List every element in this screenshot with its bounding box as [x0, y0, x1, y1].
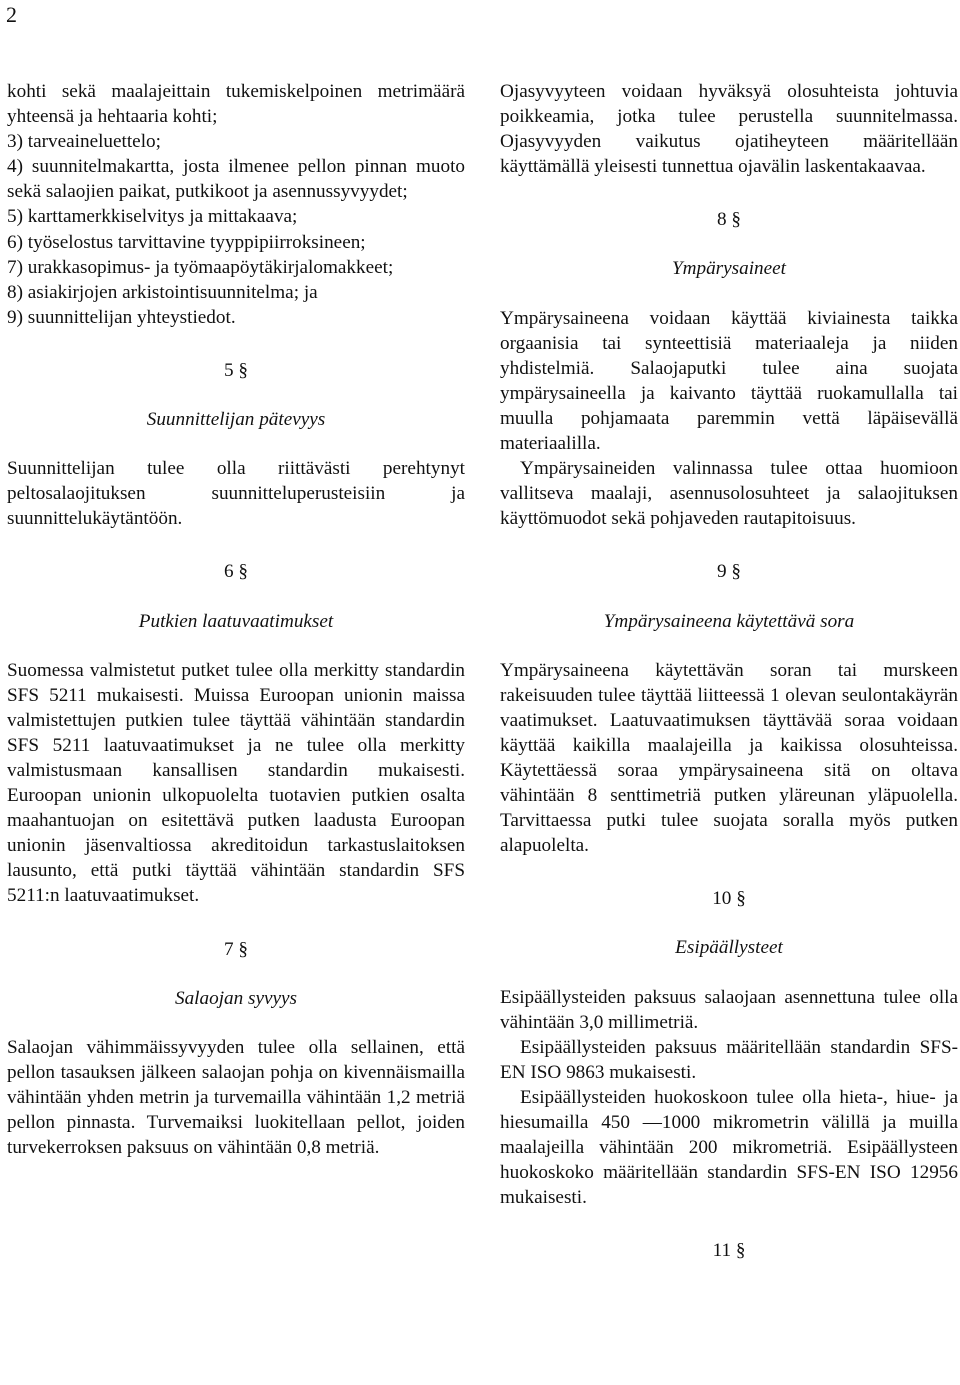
section-9-title: Ympärysaineena käytettävä sora — [603, 610, 855, 632]
section-10-paragraph-3: Esipäällysteiden huokoskoon tulee olla hieta-, hiue- ja hiesumailla 450 —1000 mikrometrin välillä ja muilla maalajeilla vähintään 200 mikrometriä. Esipäällysteen huokoskoko määritellään standardin SFS-EN ISO 12956 mukaisesti. — [500, 1086, 958, 1209]
section-7-number: 7 § — [224, 938, 248, 960]
section-6-text: Suomessa valmistetut putket tulee olla merkitty standardin SFS 5211 mukaisesti. Muissa Euroopan unionin maissa valmistettujen putkien tulee täyttää vähintään standardin SFS 5211 laatuvaatimukset ja ne tulee olla merkitty valmistusmaan kansallisen standardin mukaisesti. Euroopan unionin ulkopuolelta tuotavien putkien osalta maahantuojan on esitettävä putken laadusta Euroopan unionin jäsenvaltiossa akreditoidun tarkastuslaitoksen lausunto, että putki täyttää vähintään standardin SFS 5211:n laatuvaatimukset. — [7, 659, 465, 907]
section-7-title: Salaojan syvyys — [174, 987, 298, 1009]
list-item: 7) urakkasopimus- ja työmaapöytäkirjalomakkeet; — [7, 256, 394, 278]
section-8-title: Ympärysaineet — [671, 258, 787, 280]
list-item: 4) suunnitelmakartta, josta ilmenee pellon pinnan muoto sekä salaojien paikat, putkikoot ja asennussyvyydet; — [7, 156, 465, 203]
section-10-number: 10 § — [712, 888, 746, 910]
section-6-number: 6 § — [224, 561, 248, 583]
section-8-paragraph-1: Ympärysaineena voidaan käyttää kiviainesta taikka orgaanisia tai synteettisiä materiaaleja ja niiden yhdistelmiä. Salaojaputki tulee aina suojata ympärysaineella ja kaivanto täyttää ruokamullalla tai muulla pohjamaata paremmin vettä läpäisevällä materiaalilla. — [500, 307, 958, 455]
section-5-text: Suunnittelijan tulee olla riittävästi perehtynyt peltosalaojituksen suunnitteluperusteisiin ja suunnittelukäytäntöön. — [7, 458, 465, 530]
section-11-number: 11 § — [712, 1240, 746, 1262]
list-intro: kohti sekä maalajeittain tukemiskelpoinen metrimäärä yhteensä ja hehtaaria kohti; — [7, 81, 465, 128]
list-item: 3) tarveaineluettelo; — [7, 131, 161, 153]
page-number: 2 — [6, 2, 17, 27]
section-10-title: Esipäällysteet — [675, 937, 783, 959]
list-item: 6) työselostus tarvittavine tyyppipiirroksineen; — [7, 231, 366, 253]
continued-paragraph: Ojasyvyyteen voidaan hyväksyä olosuhteista johtuvia poikkeamia, jotka tulee perustella suunnitelmassa. Ojasyvyyden vaikutus ojatiheyteen määritellään käyttämällä yleisesti tunnettua ojavälin laskentakaavaa. — [500, 81, 958, 178]
section-10-paragraph-2: Esipäällysteiden paksuus määritellään standardin SFS-EN ISO 9863 mukaisesti. — [500, 1036, 958, 1083]
right-column — [500, 79, 958, 1263]
section-9-paragraph-1: Ympärysaineena käytettävän soran tai murskeen rakeisuuden tulee täyttää liitteessä 1 olevan seulontakäyrän vaatimukset. Laatuvaatimuksen täyttävää soraa voidaan käyttää kaikilla maalajeilla ja kaikissa olosuhteissa. Käytettäessä soraa ympärysaineena sitä on oltava vähintään 8 senttimetriä putken yläreunan yläpuolella. Tarvittaessa putki tulee suojata soralla myös putken alapuolelta. — [500, 659, 958, 857]
list-item: 9) suunnittelijan yhteystiedot. — [7, 306, 236, 328]
list-item: 8) asiakirjojen arkistointisuunnitelma; ja — [7, 281, 318, 303]
section-5-number: 5 § — [224, 359, 248, 381]
list-item: 5) karttamerkkiselvitys ja mittakaava; — [7, 206, 298, 228]
section-8-paragraph-2: Ympärysaineiden valinnassa tulee ottaa huomioon vallitseva maalaji, asennusolosuhteet ja salaojituksen käyttömuodot sekä pohjaveden rautapitoisuus. — [500, 458, 958, 530]
section-8-number: 8 § — [717, 209, 741, 231]
section-7-text: Salaojan vähimmäissyvyyden tulee olla sellainen, että pellon tasauksen jälkeen salaojan pohja on kivennäismailla vähintään yhden metrin ja turvemailla vähintään 1,2 metriä pellon pinnasta. Turvemaiksi luokitellaan pellot, joiden turvekerroksen paksuus on vähintään 0,8 metriä. — [7, 1036, 465, 1159]
section-6-title: Putkien laatuvaatimukset — [138, 610, 334, 632]
section-10-paragraph-1: Esipäällysteiden paksuus salaojaan asennettuna tulee olla vähintään 3,0 millimetriä. — [500, 986, 958, 1033]
section-9-number: 9 § — [717, 561, 741, 583]
left-column — [7, 79, 465, 1160]
section-5-title: Suunnittelijan pätevyys — [146, 409, 326, 431]
